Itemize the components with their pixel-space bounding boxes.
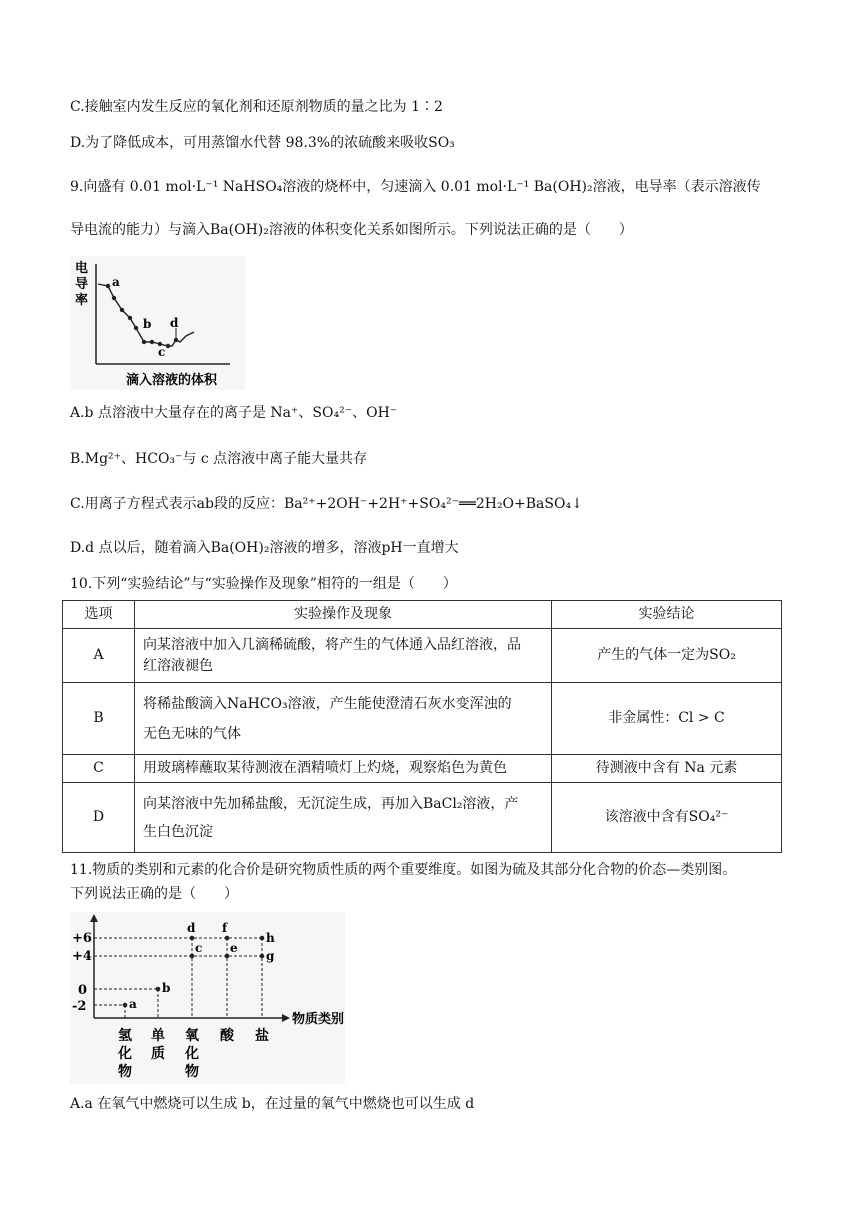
point-f-label: f <box>222 921 228 935</box>
q8-option-c: C.接触室内发生反应的氧化剂和还原剂物质的量之比为 1∶2 <box>70 99 443 115</box>
row-b-operation <box>135 683 552 755</box>
valence-category-plot <box>70 912 345 1084</box>
row-c-option: C <box>63 755 135 783</box>
cat-salt: 盐 <box>255 1028 269 1044</box>
q9-option-b: B.Mg²⁺、HCO₃⁻与 c 点溶液中离子能大量共存 <box>70 451 368 467</box>
row-a-option: A <box>63 629 135 683</box>
conductivity-ylabel-3: 率 <box>75 293 89 308</box>
q11-option-a: A.a 在氧气中燃烧可以生成 b，在过量的氧气中燃烧也可以生成 d <box>70 1096 475 1112</box>
cat-hydride-3: 物 <box>118 1064 132 1080</box>
experiment-table <box>62 600 782 853</box>
q9-stem-line2: 导电流的能力）与滴入Ba(OH)₂溶液的体积变化关系如图所示。下列说法正确的是（ ） <box>70 222 633 238</box>
cat-hydride-1: 氢 <box>118 1028 132 1044</box>
cat-hydride-2: 化 <box>118 1046 132 1062</box>
row-c-operation: 用玻璃棒蘸取某待测液在酒精喷灯上灼烧，观察焰色为黄色 <box>135 755 552 783</box>
row-c-conclusion: 待测液中含有 Na 元素 <box>552 755 782 783</box>
cat-acid: 酸 <box>220 1028 234 1044</box>
x-axis-arrow-icon <box>282 1014 290 1022</box>
conductivity-curve <box>98 284 194 346</box>
q9-option-a: A.b 点溶液中大量存在的离子是 Na⁺、SO₄²⁻、OH⁻ <box>70 405 398 421</box>
row-d-conclusion: 该溶液中含有SO₄²⁻ <box>552 783 782 853</box>
row-a-operation-line2: 红溶液褪色 <box>143 657 213 674</box>
valence-category-figure <box>70 912 345 1084</box>
tick-plus6: +6 <box>72 931 92 946</box>
category-labels <box>117 1027 269 1080</box>
cat-oxide-3: 物 <box>185 1064 199 1080</box>
conductivity-ylabel-2: 导 <box>75 277 89 292</box>
row-a-operation-line1: 向某溶液中加入几滴稀硫酸，将产生的气体通入品红溶液，品 <box>143 636 521 653</box>
q9-option-d: D.d 点以后，随着滴入Ba(OH)₂溶液的增多，溶液pH一直增大 <box>70 540 459 556</box>
cat-oxide-1: 氧 <box>185 1028 199 1044</box>
row-d-operation <box>135 783 552 853</box>
point-d-label: d <box>170 316 179 330</box>
q9-stem-line1: 9.向盛有 0.01 mol·L⁻¹ NaHSO₄溶液的烧杯中，匀速滴入 0.01 mol·L⁻¹ Ba(OH)₂溶液，电导率（表示溶液传 <box>70 179 761 195</box>
y-axis-arrow-icon <box>90 914 98 922</box>
conductivity-ylabel-1: 电 <box>75 261 89 276</box>
valence-points <box>123 936 265 1008</box>
tick-zero: 0 <box>78 983 88 998</box>
tick-minus2: -2 <box>72 999 87 1014</box>
conductivity-plot <box>70 256 245 390</box>
conductivity-xlabel: 滴入溶液的体积 <box>126 373 218 388</box>
table-header-row <box>63 601 782 629</box>
header-conclusion: 实验结论 <box>552 601 782 629</box>
cat-oxide-2: 化 <box>185 1046 199 1062</box>
valence-x-label: 物质类别 <box>292 1012 345 1027</box>
tick-plus4: +4 <box>72 949 92 964</box>
q10-stem: 10.下列“实验结论”与“实验操作及现象”相符的一组是（ ） <box>70 576 457 592</box>
point-d-label: d <box>187 921 196 935</box>
row-b-conclusion: 非金属性：Cl > C <box>552 683 782 755</box>
point-a-label: a <box>112 275 120 289</box>
point-e-label: e <box>230 941 238 955</box>
row-d-option: D <box>63 783 135 853</box>
header-option: 选项 <box>63 601 135 629</box>
row-a-operation <box>135 629 552 683</box>
row-b-operation-line1: 将稀盐酸滴入NaHCO₃溶液，产生能使澄清石灰水变浑浊的 <box>143 695 512 712</box>
cat-element-2: 质 <box>151 1046 165 1062</box>
table-row <box>63 629 782 683</box>
point-b-label: b <box>162 981 171 995</box>
row-d-operation-line2: 生白色沉淀 <box>143 823 213 840</box>
point-b-label: b <box>143 317 152 331</box>
point-c-label: c <box>195 941 203 955</box>
row-b-operation-line2: 无色无味的气体 <box>143 725 241 742</box>
q11-stem-line2: 下列说法正确的是（ ） <box>70 886 238 902</box>
row-b-option: B <box>63 683 135 755</box>
q11-stem-line1: 11.物质的类别和元素的化合价是研究物质性质的两个重要维度。如图为硫及其部分化合物的价态—类别图。 <box>70 862 737 878</box>
table-row <box>63 683 782 755</box>
q9-option-c: C.用离子方程式表示ab段的反应：Ba²⁺+2OH⁻+2H⁺+SO₄²⁻══2H₂O+BaSO₄↓ <box>70 496 583 512</box>
table-row <box>63 783 782 853</box>
conductivity-figure <box>70 256 245 390</box>
point-g-label: g <box>266 949 275 963</box>
header-operation: 实验操作及现象 <box>135 601 552 629</box>
row-d-operation-line1: 向某溶液中先加稀盐酸，无沉淀生成，再加入BaCl₂溶液，产 <box>143 795 519 812</box>
row-a-conclusion: 产生的气体一定为SO₂ <box>552 629 782 683</box>
table-row <box>63 755 782 783</box>
point-h-label: h <box>266 931 275 945</box>
point-a-label: a <box>129 997 137 1011</box>
cat-element-1: 单 <box>151 1028 165 1044</box>
point-c-label: c <box>158 345 166 359</box>
q8-option-d: D.为了降低成本，可用蒸馏水代替 98.3%的浓硫酸来吸收SO₃ <box>70 135 455 151</box>
